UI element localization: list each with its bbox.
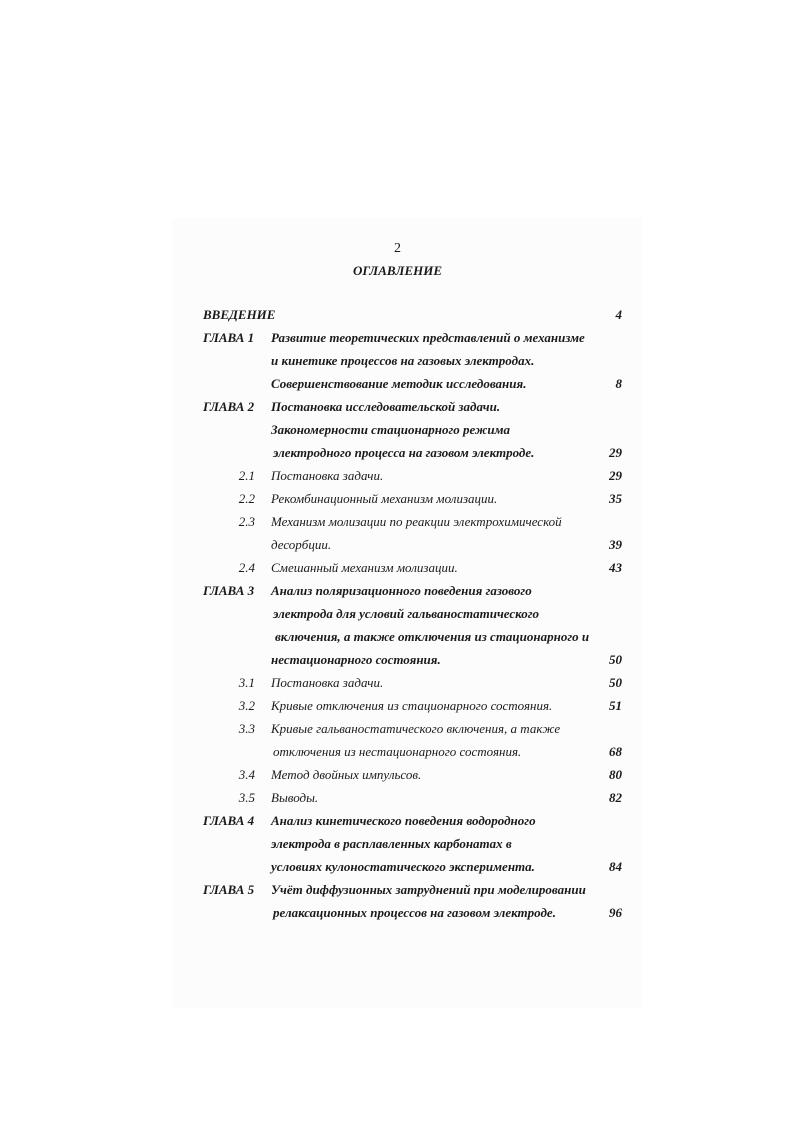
toc-section-number: 2.4 — [238, 560, 255, 575]
toc-entry-section-2-4[interactable] — [0, 556, 795, 579]
toc-section-number: 3.1 — [238, 675, 255, 690]
toc-section-number: 2.3 — [238, 514, 255, 529]
toc-entry-title-line: Постановка исследовательской задачи. — [271, 399, 501, 414]
toc-entry-section-3-1[interactable] — [0, 671, 795, 694]
toc-page-number: 43 — [609, 560, 622, 575]
toc-section-number: 3.5 — [238, 790, 255, 805]
toc-page-number: 8 — [615, 376, 622, 391]
toc-entry-title-line: Учёт диффузионных затруднений при моделировании — [271, 882, 586, 897]
toc-entry-title-line: отключения из нестационарного состояния. — [273, 744, 522, 759]
toc-entry-title-line: Закономерности стационарного режима — [271, 422, 510, 437]
toc-entry-section-3-3-cont — [0, 740, 795, 763]
toc-entry-section-2-3-cont — [0, 533, 795, 556]
toc-entry-chapter-3-cont — [0, 648, 795, 671]
toc-page-number: 29 — [609, 468, 622, 483]
toc-entry-chapter-2-cont — [0, 441, 795, 464]
toc-entry-section-3-2[interactable] — [0, 694, 795, 717]
toc-entry-section-3-4[interactable] — [0, 763, 795, 786]
toc-entry-label: ГЛАВА 2 — [203, 399, 255, 414]
toc-entry-section-2-3[interactable] — [0, 510, 795, 533]
toc-entry-title-line: Совершенствование методик исследования. — [271, 376, 527, 391]
toc-entry-title-line: электрода для условий гальваностатического — [273, 606, 540, 621]
toc-entry-chapter-2-cont — [0, 418, 795, 441]
toc-entry-chapter-4[interactable] — [0, 809, 795, 832]
toc-entry-label: ГЛАВА 3 — [203, 583, 255, 598]
toc-entry-title-line: электродного процесса на газовом электроде. — [273, 445, 535, 460]
toc-entry-label: ГЛАВА 1 — [203, 330, 255, 345]
toc-entry-chapter-2[interactable] — [0, 395, 795, 418]
toc-entry-title-line: Метод двойных импульсов. — [271, 767, 422, 782]
toc-entry-title-line: Смешанный механизм молизации. — [271, 560, 458, 575]
page-number: 2 — [394, 241, 401, 256]
toc-entry-chapter-1[interactable] — [0, 326, 795, 349]
toc-entry-title-line: Кривые гальваностатического включения, а также — [271, 721, 561, 736]
toc-page-number: 39 — [609, 537, 622, 552]
toc-entry-chapter-1-cont — [0, 372, 795, 395]
toc-entry-title-line: Постановка задачи. — [271, 675, 384, 690]
toc-entry-title-line: условиях кулоностатического эксперимента. — [271, 859, 535, 874]
toc-page-number: 80 — [609, 767, 622, 782]
toc-entry-title-line: Кривые отключения из стационарного состояния. — [271, 698, 553, 713]
toc-entry-title-line: электрода в расплавленных карбонатах в — [271, 836, 512, 851]
toc-entry-title-line: десорбции. — [271, 537, 332, 552]
toc-page-number: 4 — [615, 307, 622, 322]
toc-entry-label: ГЛАВА 5 — [203, 882, 255, 897]
toc-entry-title-line: нестационарного состояния. — [271, 652, 441, 667]
table-of-contents — [0, 303, 795, 924]
toc-entry-title-line: Анализ поляризационного поведения газового — [271, 583, 532, 598]
toc-entry-section-3-3[interactable] — [0, 717, 795, 740]
toc-entry-chapter-1-cont — [0, 349, 795, 372]
toc-entry-label: ГЛАВА 4 — [203, 813, 255, 828]
toc-section-number: 3.3 — [238, 721, 255, 736]
toc-section-number: 3.4 — [238, 767, 255, 782]
toc-page-number: 68 — [609, 744, 622, 759]
toc-page-number: 50 — [609, 652, 622, 667]
toc-page-number: 29 — [609, 445, 622, 460]
toc-page-number: 82 — [609, 790, 622, 805]
toc-entry-chapter-4-cont — [0, 855, 795, 878]
toc-entry-section-2-1[interactable] — [0, 464, 795, 487]
toc-entry-chapter-5[interactable] — [0, 878, 795, 901]
toc-entry-chapter-3[interactable] — [0, 579, 795, 602]
toc-page-number: 84 — [609, 859, 622, 874]
toc-entry-title-line: релаксационных процессов на газовом электроде. — [273, 905, 556, 920]
toc-entry-title-line: Рекомбинационный механизм молизации. — [271, 491, 498, 506]
toc-section-number: 2.1 — [238, 468, 255, 483]
toc-entry-title-line: включения, а также отключения из стационарного и — [275, 629, 590, 644]
toc-page-number: 35 — [609, 491, 622, 506]
toc-entry-title-line: Постановка задачи. — [271, 468, 384, 483]
toc-entry-title-line: Выводы. — [271, 790, 319, 805]
page-title: ОГЛАВЛЕНИЕ — [352, 263, 443, 278]
toc-entry-title-line: Механизм молизации по реакции электрохимической — [271, 514, 562, 529]
toc-page-number: 51 — [609, 698, 622, 713]
toc-section-number: 2.2 — [238, 491, 255, 506]
toc-entry-chapter-3-cont — [0, 602, 795, 625]
toc-page-number: 96 — [609, 905, 622, 920]
toc-entry-title-line: Развитие теоретических представлений о механизме — [271, 330, 585, 345]
toc-entry-chapter-3-cont — [0, 625, 795, 648]
toc-entry-introduction[interactable] — [0, 303, 795, 326]
toc-entry-section-3-5[interactable] — [0, 786, 795, 809]
toc-entry-label: ВВЕДЕНИЕ — [203, 307, 276, 322]
toc-entry-title-line: Анализ кинетического поведения водородного — [271, 813, 536, 828]
toc-page-number: 50 — [609, 675, 622, 690]
toc-entry-title-line: и кинетике процессов на газовых электродах. — [271, 353, 535, 368]
toc-entry-chapter-4-cont — [0, 832, 795, 855]
toc-entry-chapter-5-cont — [0, 901, 795, 924]
toc-section-number: 3.2 — [238, 698, 255, 713]
toc-entry-section-2-2[interactable] — [0, 487, 795, 510]
